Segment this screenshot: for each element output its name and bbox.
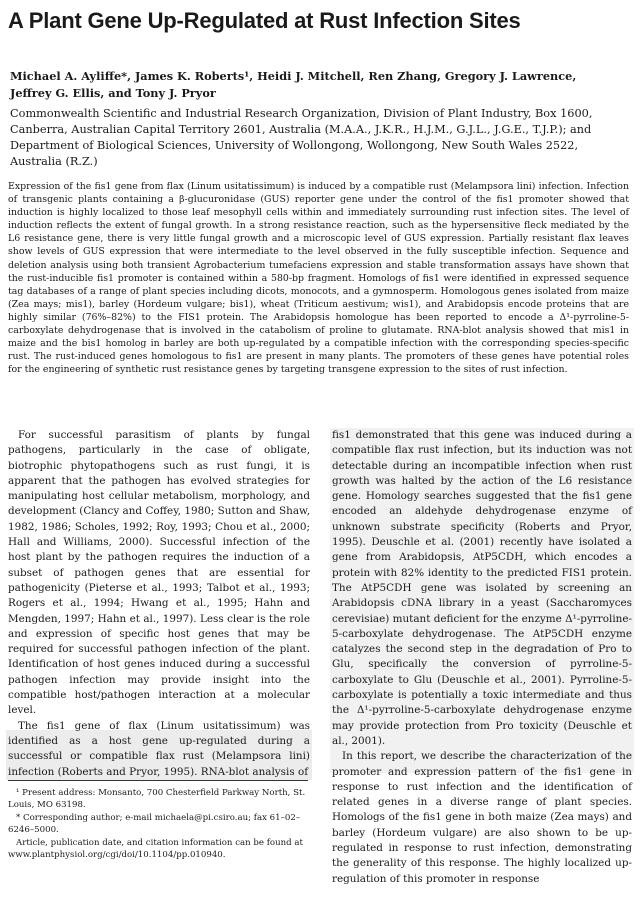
footnote-present-address: ¹ Present address: Monsanto, 700 Chesterfield Parkway North, St. Louis, MO 63198. bbox=[8, 788, 306, 811]
intro-paragraph-1: For successful parasitism of plants by fungal pathogens, particularly in the case of obligate, biotrophic phytopathogens such as rust fungi, it is apparent that the pathogen has evolved strategies for manipulating host cellular metabolism, morphology, and development (Clancy and Coffey, 1980; Sutton and Shaw, 1982, 1986; Scholes, 1992; Roy, 1993; Chou et al., 2000; Hall and Williams, 2000). Successful infection of the host plant by the pathogen requires the induction of a subset of pathogen genes that are essential for pathogenicity (Pieterse et al., 1993; Talbot et al., 1993; Rogers et al., 1994; Hwang et al., 1995; Hahn and Mengden, 1997; Hahn et al., 1997). Less clear is the role and expression of specific host genes that may be required for successful pathogen infection of the plant. Identification of host genes induced during a successful pathogen infection may provide insight into the compatible host/pathogen interaction at a molecular level. bbox=[8, 429, 310, 717]
author-list bbox=[10, 68, 610, 102]
body-column-right bbox=[332, 428, 632, 887]
footnotes bbox=[8, 780, 308, 863]
author-line-2: Jeffrey G. Ellis, and Tony J. Pryor bbox=[10, 86, 216, 100]
affiliation: Commonwealth Scientific and Industrial Research Organization, Division of Plant Industry, Box 1600, Canberra, Australian Capital Territory 2601, Australia (M.A.A., J.K.R., H.J.M., G.J.L., J.G.E., T.J.P.); and Department of Biological Sciences, University of Wollongong, Wollongong, New South Wales 2522, Australia (R.Z.) bbox=[10, 107, 593, 168]
paper-title: A Plant Gene Up-Regulated at Rust Infection Sites bbox=[8, 8, 521, 33]
footnote-corresponding-author: * Corresponding author; e-mail michaela@pi.csiro.au; fax 61–02–6246–5000. bbox=[8, 813, 301, 836]
author-line-1: Michael A. Ayliffe*, James K. Roberts¹, Heidi J. Mitchell, Ren Zhang, Gregory J. Lawrence, bbox=[10, 69, 577, 83]
abstract: Expression of the fis1 gene from flax (Linum usitatissimum) is induced by a compatible rust (Melampsora lini) infection. Infection of transgenic plants containing a β-glucuronidase (GUS) reporter gene under the control of the fis1 promoter showed that induction is highly localized to those leaf mesophyll cells within and immediately surrounding rust infection sites. The level of induction reflects the extent of fungal growth. In a strong resistance reaction, such as the hypersensitive fleck mediated by the L6 resistance gene, there is very little fungal growth and a microscopic level of GUS expression. Partially resistant flax leaves show levels of GUS expression that were intermediate to the level observed in the fully susceptible infection. Sequence and deletion analysis using both transient Agrobacterium tumefaciens expression and stable transformation assays have shown that the rust-inducible fis1 promoter is contained within a 580-bp fragment. Homologs of fis1 were identified in expressed sequence tag databases of a range of plant species including dicots, monocots, and a gymnosperm. Homologous genes isolated from maize (Zea mays; mis1), barley (Hordeum vulgare; bis1), wheat (Triticum aestivum; wis1), and Arabidopsis encode proteins that are highly similar (76%–82%) to the FIS1 protein. The Arabidopsis homologue has been reported to encode a Δ¹-pyrroline-5-carboxylate dehydrogenase that is involved in the catabolism of proline to glutamate. RNA-blot analysis showed that mis1 in maize and the bis1 homolog in barley are both up-regulated by a compatible infection with the corresponding species-specific rust. The rust-induced genes homologous to fis1 are present in many plants. The promoters of these genes have potential roles for the engineering of synthetic rust resistance genes by targeting transgene expression to the sites of rust infection. bbox=[8, 181, 629, 376]
intro-paragraph-4: In this report, we describe the characterization of the promoter and expression pattern of the fis1 gene in response to rust infection and the identification of related genes in a diverse range of plant species. Homologs of the fis1 gene in both maize (Zea mays) and barley (Hordeum vulgare) are also shown to be up-regulated in response to rust infection, demonstrating the generality of this response. The highly localized up-regulation of this promoter in response bbox=[332, 750, 632, 885]
body-column-left bbox=[8, 428, 310, 780]
intro-paragraph-2: The fis1 gene of flax (Linum usitatissimum) was identified as a host gene up-regulated during a successful or compatible flax rust (Melampsora lini) infection (Roberts and Pryor, 1995). RNA-blot analysis of bbox=[8, 719, 310, 778]
footnote-citation-info: Article, publication date, and citation information can be found at www.plantphysiol.org/cgi/doi/10.1104/pp.010940. bbox=[8, 838, 303, 861]
intro-paragraph-3: fis1 demonstrated that this gene was induced during a compatible flax rust infection, but its induction was not detectable during an incompatible infection when rust growth was halted by the action of the L6 resistance gene. Homology searches suggested that the fis1 gene encoded an aldehyde dehydrogenase enzyme of unknown substrate specificity (Roberts and Pryor, 1995). Deuschle et al. (2001) recently have isolated a gene from Arabidopsis, AtP5CDH, which encodes a protein with 82% identity to the predicted FIS1 protein. The AtP5CDH gene was isolated by screening an Arabidopsis cDNA library in a yeast (Saccharomyces cerevisiae) mutant deficient for the enzyme Δ¹-pyrroline-5-carboxylate dehydrogenase. The AtP5CDH enzyme catalyzes the second step in the degradation of Pro to Glu, specifically the conversion of pyrroline-5-carboxylate to Glu (Deuschle et al., 2001). Pyrroline-5-carboxylate is potentially a toxic intermediate and thus the Δ¹-pyrroline-5-carboxylate dehydrogenase enzyme may provide protection from Pro toxicity (Deuschle et al., 2001). bbox=[332, 429, 632, 747]
